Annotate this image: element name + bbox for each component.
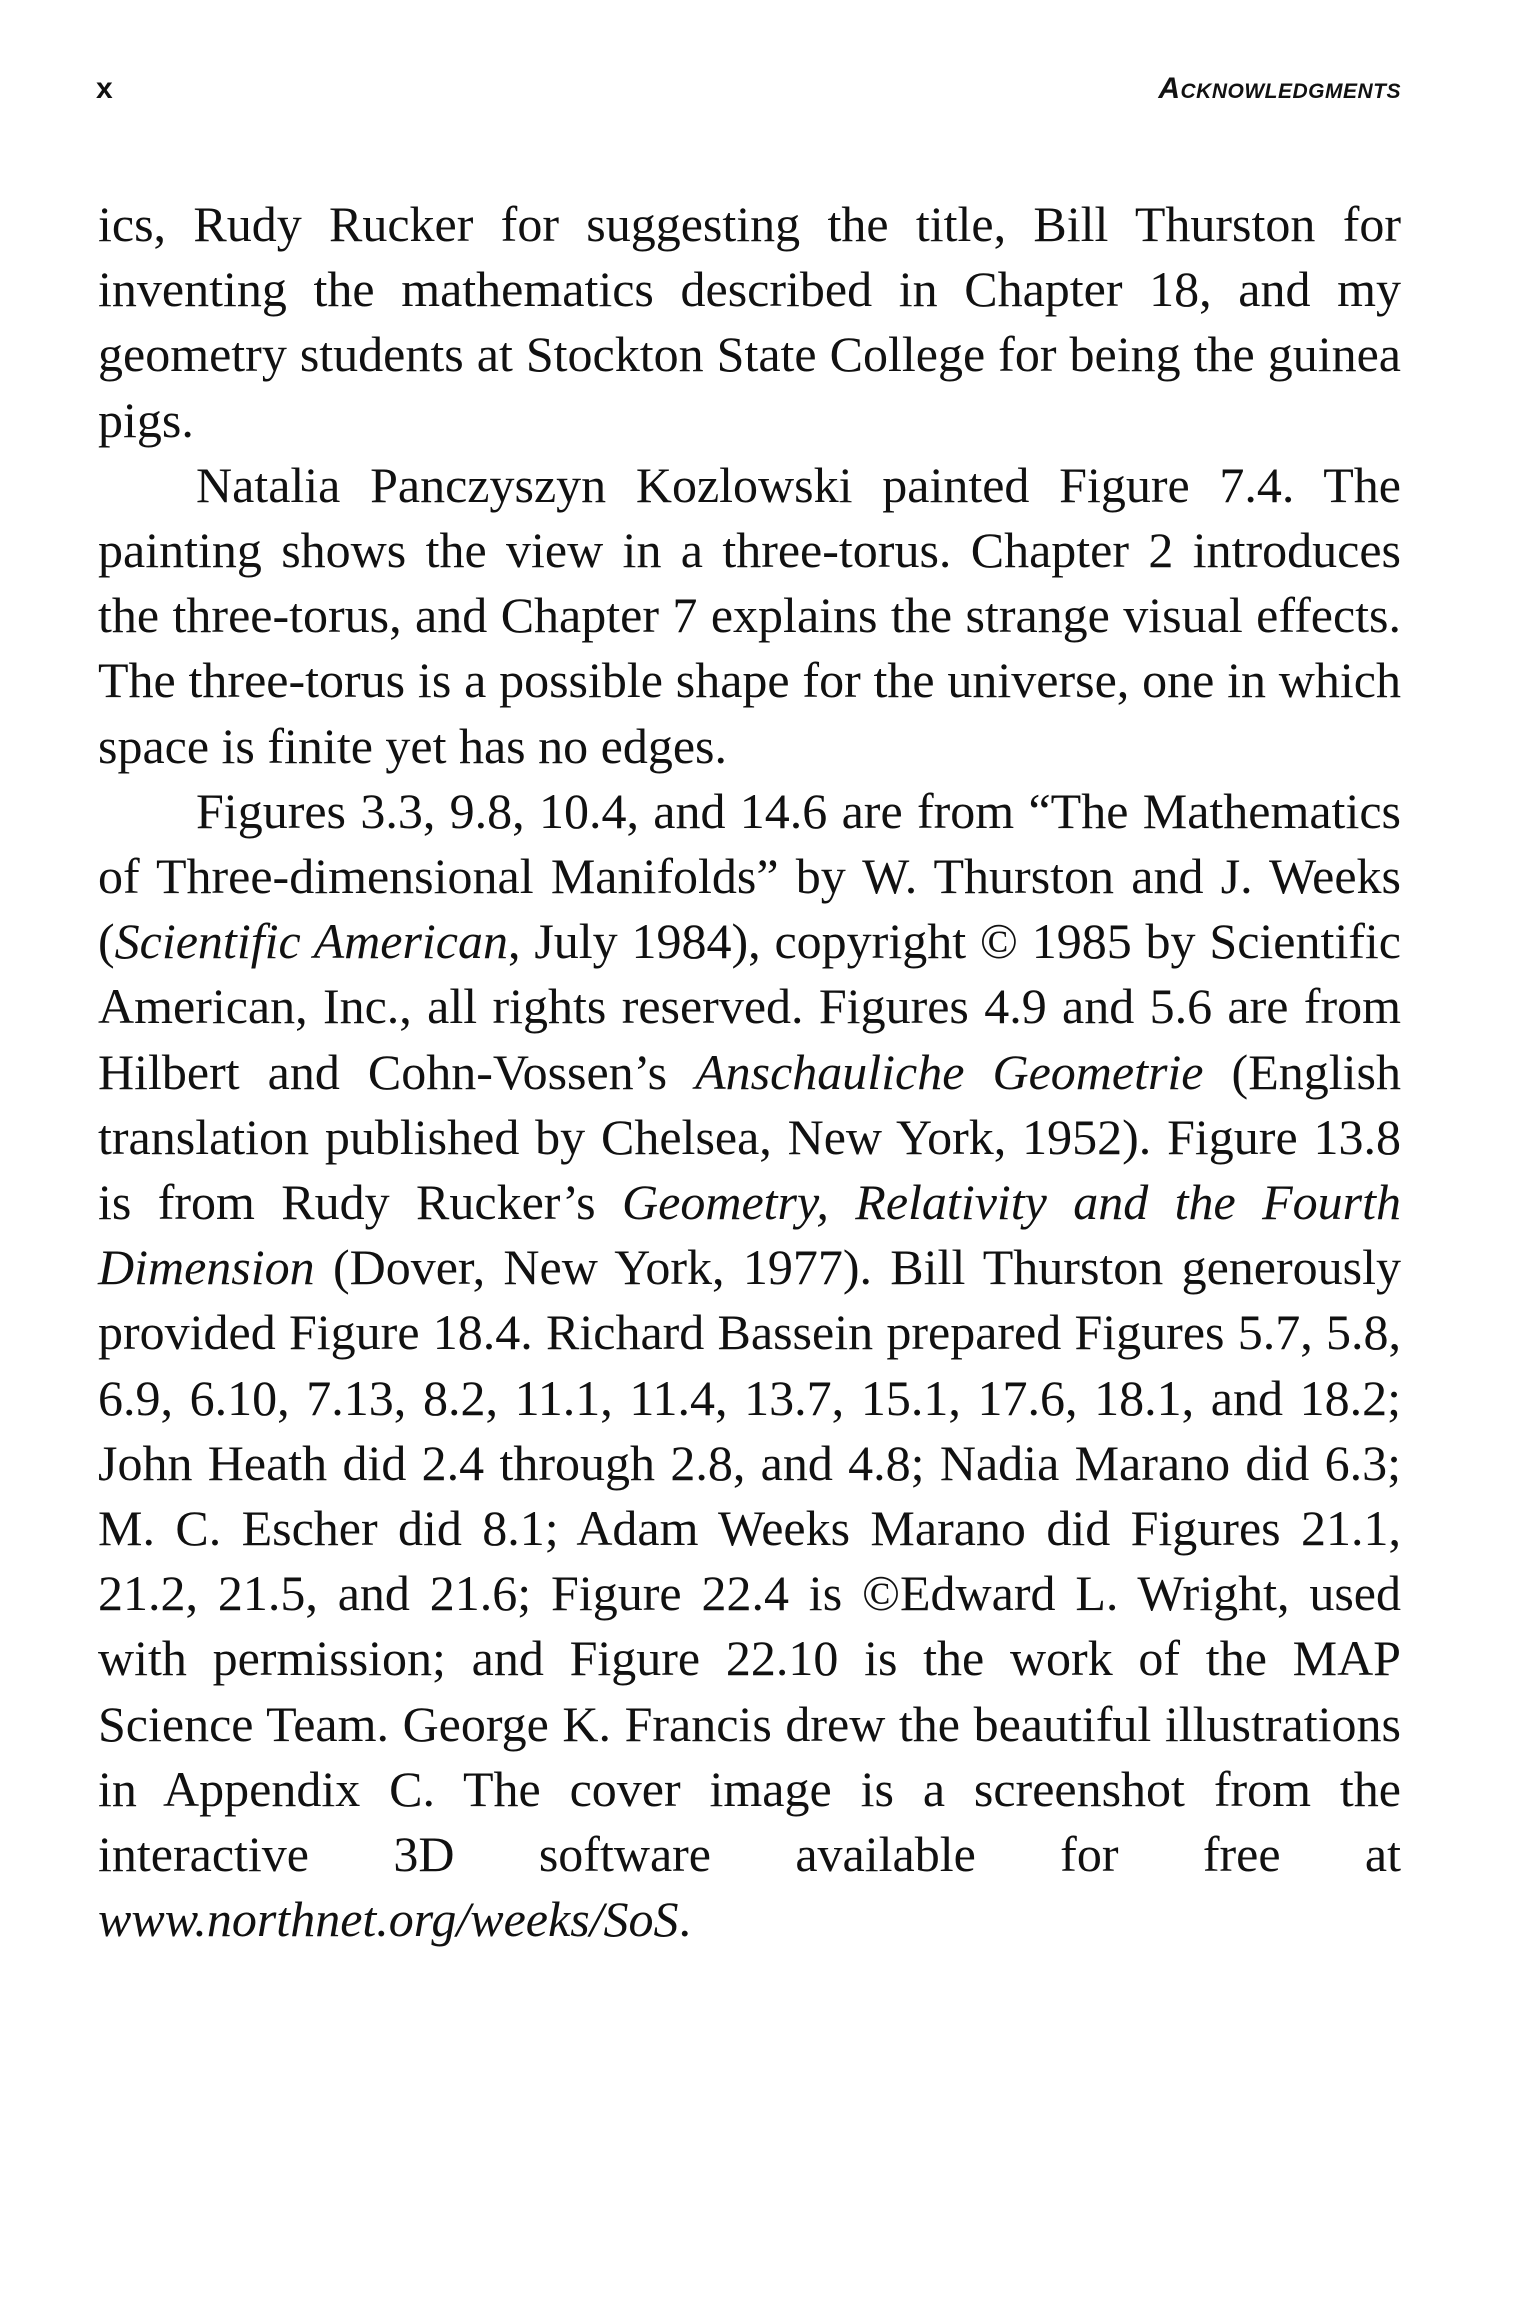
credits-text-4: (Dover, New York, 1977). Bill Thurston generously provided Figure 18.4. Richard Bassein prepared Figures 5.7, 5.8, 6.9, 6.10, 7.13, 8.2, 11.1, 11.4, 13.7, 15.1, 17.6, 18.1, and 18.2; John Heath did 2.4 through 2.8, and 4.8; Nadia Marano did 6.3; M. C. Escher did 8.1; Adam Weeks Marano did Figures 21.1, 21.2, 21.5, and 21.6; Figure 22.4 is ©Edward L. Wright, used with permission; and Figure 22.10 is the work of the MAP Science Team. George K. Francis drew the beautiful illustrations in Appendix C. The cover image is a screenshot from the interactive 3D software available for free at — [98, 1239, 1401, 1883]
journal-title: Scientific American — [114, 913, 508, 970]
body-text — [98, 192, 1401, 1952]
credits-text-1: Figures 3.3, 9.8, 10.4, and 14.6 are from “The Mathematics of Three-dimensional Manifolds” by W. Thurston and J. Weeks ( — [98, 782, 1401, 970]
paragraph-continuation: ics, Rudy Rucker for suggesting the title, Bill Thurston for inventing the mathematics described in Chapter 18, and my geometry students at Stockton State College for being the guinea pigs. — [98, 196, 1401, 448]
credits-text-3: (English translation published by Chelsea, New York, 1952). Figure 13.8 is from Rudy Rucker’s — [98, 1043, 1401, 1231]
book-title-geometry-relativity: Geometry, Relativity and the Fourth Dimension — [98, 1174, 1402, 1296]
software-url: www.northnet.org/weeks/SoS — [98, 1891, 679, 1948]
section-title: Acknowledgments — [1158, 72, 1401, 105]
paragraph-figure-credits — [98, 779, 1401, 1953]
paragraph-painting: Natalia Panczyszyn Kozlowski painted Figure 7.4. The painting shows the view in a three-torus. Chapter 2 introduces the three-torus, and Chapter 7 explains the strange visual effects. The three-torus is a possible shape for the universe, one in which space is finite yet has no edges. — [98, 456, 1401, 774]
credits-text-2: , July 1984), copyright © 1985 by Scientific American, Inc., all rights reserved. Figures 4.9 and 5.6 are from Hilbert and Cohn-Vossen’s — [98, 913, 1401, 1100]
credits-text-5: . — [678, 1891, 692, 1948]
book-title-anschauliche: Anschauliche Geometrie — [695, 1043, 1204, 1100]
running-head — [96, 72, 1401, 112]
page-number: x — [96, 72, 113, 105]
